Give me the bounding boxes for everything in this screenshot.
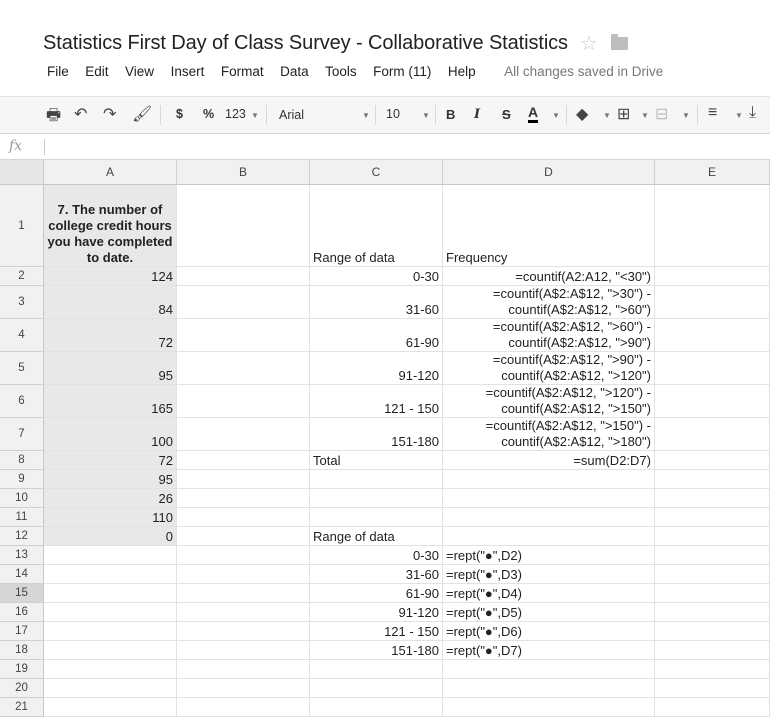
row-header[interactable]: 3 bbox=[0, 286, 44, 319]
cell-a7[interactable] bbox=[44, 418, 177, 451]
menu-view[interactable]: View bbox=[125, 64, 155, 79]
cell-e11[interactable] bbox=[655, 508, 770, 527]
cell-value: 95 bbox=[158, 472, 173, 487]
column-header-d[interactable]: D bbox=[443, 160, 655, 185]
cell-d14[interactable] bbox=[443, 565, 655, 584]
cell-a2[interactable] bbox=[44, 267, 177, 286]
cell-c1[interactable] bbox=[310, 185, 443, 267]
vertical-align-icon[interactable]: ⤓ bbox=[749, 104, 757, 121]
cell-b12[interactable] bbox=[177, 527, 310, 546]
column-header-b[interactable]: B bbox=[177, 160, 310, 185]
chevron-down-icon[interactable]: ▼ bbox=[603, 111, 611, 120]
cell-a9[interactable] bbox=[44, 470, 177, 489]
redo-icon[interactable]: ↷ bbox=[103, 106, 117, 123]
cell-value: 91-120 bbox=[398, 368, 439, 383]
cell-c17[interactable] bbox=[310, 622, 443, 641]
row-header[interactable]: 17 bbox=[0, 622, 44, 641]
cell-d10[interactable] bbox=[443, 489, 655, 508]
print-icon[interactable]: 🖶 bbox=[46, 107, 62, 124]
undo-icon[interactable]: ↶ bbox=[74, 106, 88, 123]
cell-a3[interactable] bbox=[44, 286, 177, 319]
cell-d20[interactable] bbox=[443, 679, 655, 698]
cell-line: =countif(A$2:A$12, ">90") - bbox=[492, 352, 651, 367]
cell-value: Range of data bbox=[313, 529, 395, 544]
row-header[interactable]: 10 bbox=[0, 489, 44, 508]
cell-c2[interactable] bbox=[310, 267, 443, 286]
row-header[interactable]: 6 bbox=[0, 385, 44, 418]
cell-c18[interactable] bbox=[310, 641, 443, 660]
cell-e9[interactable] bbox=[655, 470, 770, 489]
cell-c7[interactable] bbox=[310, 418, 443, 451]
cell-d21[interactable] bbox=[443, 698, 655, 717]
cell-value: 91-120 bbox=[398, 605, 439, 620]
cell-a4[interactable] bbox=[44, 319, 177, 352]
row-header[interactable]: 12 bbox=[0, 527, 44, 546]
cell-value: 72 bbox=[158, 335, 173, 350]
strikethrough-button[interactable]: S bbox=[502, 107, 511, 122]
cell-value: 151-180 bbox=[391, 643, 439, 658]
cell-b10[interactable] bbox=[177, 489, 310, 508]
column-header-c[interactable]: C bbox=[310, 160, 443, 185]
currency-format-button[interactable]: $ bbox=[176, 107, 183, 121]
cell-d2[interactable] bbox=[443, 267, 655, 286]
row-header[interactable]: 20 bbox=[0, 679, 44, 698]
chevron-down-icon[interactable]: ▼ bbox=[735, 111, 743, 120]
cell-c9[interactable] bbox=[310, 470, 443, 489]
menu-insert[interactable]: Insert bbox=[170, 64, 205, 79]
cell-value: 121 - 150 bbox=[384, 401, 439, 416]
chevron-down-icon[interactable]: ▼ bbox=[362, 111, 370, 120]
cell-value: 165 bbox=[151, 401, 173, 416]
cell-c21[interactable] bbox=[310, 698, 443, 717]
cell-d5[interactable] bbox=[443, 352, 655, 385]
row-header[interactable]: 5 bbox=[0, 352, 44, 385]
menu-data[interactable]: Data bbox=[280, 64, 309, 79]
row-header[interactable]: 14 bbox=[0, 565, 44, 584]
cell-b3[interactable] bbox=[177, 286, 310, 319]
cell-c15[interactable] bbox=[310, 584, 443, 603]
cell-value: =rept("●",D6) bbox=[446, 624, 522, 639]
cell-value: Range of data bbox=[313, 250, 395, 265]
cell-d4[interactable] bbox=[443, 319, 655, 352]
chevron-down-icon[interactable]: ▼ bbox=[641, 111, 649, 120]
cell-value: 26 bbox=[158, 491, 173, 506]
toolbar-divider bbox=[160, 105, 161, 125]
chevron-down-icon[interactable]: ▼ bbox=[682, 111, 690, 120]
cell-value: =rept("●",D4) bbox=[446, 586, 522, 601]
cell-line: countif(A$2:A$12, ">150") bbox=[501, 401, 651, 416]
column-header-a[interactable]: A bbox=[44, 160, 177, 185]
cell-value: =countif(A2:A12, "<30") bbox=[515, 269, 651, 284]
align-left-icon[interactable]: ≡ bbox=[708, 104, 718, 121]
cell-e4[interactable] bbox=[655, 319, 770, 352]
cell-line: =countif(A$2:A$12, ">150") - bbox=[485, 418, 651, 433]
cell-value: 61-90 bbox=[405, 586, 439, 601]
cell-b9[interactable] bbox=[177, 470, 310, 489]
cell-d18[interactable] bbox=[443, 641, 655, 660]
cell-d12[interactable] bbox=[443, 527, 655, 546]
empty-cells-e[interactable] bbox=[655, 546, 770, 717]
row-header[interactable]: 13 bbox=[0, 546, 44, 565]
menu-edit[interactable]: Edit bbox=[85, 64, 109, 79]
menu-help[interactable]: Help bbox=[447, 64, 476, 79]
cell-value: =rept("●",D5) bbox=[446, 605, 522, 620]
cell-value: 31-60 bbox=[405, 567, 439, 582]
cell-d3[interactable] bbox=[443, 286, 655, 319]
row-header-selected[interactable]: 15 bbox=[0, 584, 44, 603]
cell-b7[interactable] bbox=[177, 418, 310, 451]
cell-d11[interactable] bbox=[443, 508, 655, 527]
row-header[interactable]: 9 bbox=[0, 470, 44, 489]
cell-value: 151-180 bbox=[391, 434, 439, 449]
cell-line: countif(A$2:A$12, ">60") bbox=[508, 302, 651, 317]
cell-b4[interactable] bbox=[177, 319, 310, 352]
cell-a1[interactable]: 7. The number of college credit hours you have completed to date. bbox=[44, 185, 177, 267]
cell-d15[interactable] bbox=[443, 584, 655, 603]
star-icon[interactable]: ☆ bbox=[579, 32, 598, 55]
toolbar-divider bbox=[697, 105, 698, 125]
font-size-select[interactable]: 10 bbox=[386, 107, 400, 121]
cell-d1[interactable] bbox=[443, 185, 655, 267]
cell-a10[interactable] bbox=[44, 489, 177, 508]
cell-value: 124 bbox=[151, 269, 173, 284]
cell-c11[interactable] bbox=[310, 508, 443, 527]
menu-tools[interactable]: Tools bbox=[325, 64, 357, 79]
cell-value: Total bbox=[313, 453, 341, 468]
cell-b1[interactable] bbox=[177, 185, 310, 267]
chevron-down-icon[interactable]: ▼ bbox=[251, 111, 259, 120]
cell-value: 0-30 bbox=[412, 269, 439, 284]
cell-b5[interactable] bbox=[177, 352, 310, 385]
cell-value: 72 bbox=[158, 453, 173, 468]
toolbar-divider bbox=[375, 105, 376, 125]
cell-value: 0 bbox=[165, 529, 173, 544]
cell-value: 100 bbox=[151, 434, 173, 449]
cell-d13[interactable] bbox=[443, 546, 655, 565]
cell-c20[interactable] bbox=[310, 679, 443, 698]
formula-bar bbox=[0, 134, 770, 160]
cell-value: 31-60 bbox=[405, 302, 439, 317]
cell-c14[interactable] bbox=[310, 565, 443, 584]
cell-a8[interactable] bbox=[44, 451, 177, 470]
cell-c6[interactable] bbox=[310, 385, 443, 418]
cell-a12[interactable] bbox=[44, 527, 177, 546]
cell-d19[interactable] bbox=[443, 660, 655, 679]
chevron-down-icon[interactable]: ▼ bbox=[552, 111, 560, 120]
italic-button[interactable]: I bbox=[474, 107, 481, 122]
fill-color-icon[interactable]: ◆ bbox=[576, 106, 589, 123]
menu-file[interactable]: File bbox=[47, 64, 69, 79]
text-color-button[interactable]: A bbox=[528, 104, 538, 123]
menu-bar bbox=[47, 64, 680, 82]
row-header[interactable]: 16 bbox=[0, 603, 44, 622]
row-header[interactable]: 2 bbox=[0, 267, 44, 286]
row-header[interactable]: 8 bbox=[0, 451, 44, 470]
cell-b11[interactable] bbox=[177, 508, 310, 527]
fx-icon: fx bbox=[9, 138, 23, 154]
cell-c19[interactable] bbox=[310, 660, 443, 679]
formula-bar-divider bbox=[44, 139, 45, 155]
cell-c5[interactable] bbox=[310, 352, 443, 385]
cell-value: 110 bbox=[152, 510, 173, 525]
cell-value: 121 - 150 bbox=[384, 624, 439, 639]
cell-e3[interactable] bbox=[655, 286, 770, 319]
cell-line: =countif(A$2:A$12, ">60") - bbox=[492, 319, 651, 334]
cell-e5[interactable] bbox=[655, 352, 770, 385]
folder-icon[interactable] bbox=[611, 37, 628, 50]
cell-value: =rept("●",D3) bbox=[446, 567, 522, 582]
cell-a5[interactable] bbox=[44, 352, 177, 385]
cell-b6[interactable] bbox=[177, 385, 310, 418]
row-header[interactable]: 19 bbox=[0, 660, 44, 679]
cell-d17[interactable] bbox=[443, 622, 655, 641]
row-header[interactable]: 18 bbox=[0, 641, 44, 660]
cell-value: 61-90 bbox=[405, 335, 439, 350]
toolbar-divider bbox=[266, 105, 267, 125]
cell-e6[interactable] bbox=[655, 385, 770, 418]
cell-e8[interactable] bbox=[655, 451, 770, 470]
cell-c3[interactable] bbox=[310, 286, 443, 319]
cell-value: 95 bbox=[158, 368, 173, 383]
menu-form[interactable]: Form (11) bbox=[373, 64, 432, 79]
menu-format[interactable]: Format bbox=[220, 64, 264, 79]
save-status: All changes saved in Drive bbox=[504, 64, 664, 79]
borders-icon[interactable]: ⊞ bbox=[617, 106, 631, 123]
cell-b8[interactable] bbox=[177, 451, 310, 470]
cell-value: Frequency bbox=[446, 250, 508, 265]
cell-e1[interactable] bbox=[655, 185, 770, 267]
percent-format-button[interactable]: % bbox=[203, 107, 215, 121]
cell-e7[interactable] bbox=[655, 418, 770, 451]
row-header[interactable]: 1 bbox=[0, 185, 44, 267]
cell-line: =countif(A$2:A$12, ">120") - bbox=[485, 385, 651, 400]
row-header[interactable]: 21 bbox=[0, 698, 44, 717]
select-all-corner[interactable] bbox=[0, 160, 44, 185]
cell-line: countif(A$2:A$12, ">90") bbox=[508, 335, 651, 350]
cell-value: 0-30 bbox=[412, 548, 439, 563]
row-header[interactable]: 11 bbox=[0, 508, 44, 527]
cell-d16[interactable] bbox=[443, 603, 655, 622]
empty-cells-b[interactable] bbox=[177, 546, 310, 717]
sheet-grid bbox=[0, 160, 770, 713]
title-row bbox=[43, 28, 628, 58]
cell-e12[interactable] bbox=[655, 527, 770, 546]
cell-line: countif(A$2:A$12, ">180") bbox=[501, 434, 651, 449]
cell-value: =rept("●",D7) bbox=[446, 643, 522, 658]
column-header-e[interactable]: E bbox=[655, 160, 770, 185]
cell-line: =countif(A$2:A$12, ">30") - bbox=[492, 286, 651, 301]
paint-format-icon[interactable]: 🖌 bbox=[132, 106, 153, 123]
cell-d7[interactable] bbox=[443, 418, 655, 451]
cell-c12[interactable] bbox=[310, 527, 443, 546]
cell-e10[interactable] bbox=[655, 489, 770, 508]
cell-e2[interactable] bbox=[655, 267, 770, 286]
cell-c16[interactable] bbox=[310, 603, 443, 622]
cell-a6[interactable] bbox=[44, 385, 177, 418]
cell-c10[interactable] bbox=[310, 489, 443, 508]
cell-value: =sum(D2:D7) bbox=[573, 453, 651, 468]
font-family-select[interactable]: Arial bbox=[279, 108, 305, 122]
row-header[interactable]: 4 bbox=[0, 319, 44, 352]
cell-d6[interactable] bbox=[443, 385, 655, 418]
cell-line: countif(A$2:A$12, ">120") bbox=[501, 368, 651, 383]
bold-button[interactable]: B bbox=[446, 107, 456, 122]
toolbar-divider bbox=[435, 105, 436, 125]
number-format-button[interactable]: 123 bbox=[225, 107, 246, 121]
document-title[interactable]: Statistics First Day of Class Survey - Collaborative Statistics bbox=[43, 31, 568, 54]
cell-a11[interactable] bbox=[44, 508, 177, 527]
cell-value: 84 bbox=[158, 302, 173, 317]
empty-cells-a[interactable] bbox=[44, 546, 177, 717]
toolbar-divider bbox=[566, 105, 567, 125]
chevron-down-icon[interactable]: ▼ bbox=[422, 111, 430, 120]
cell-c13[interactable] bbox=[310, 546, 443, 565]
cell-value: =rept("●",D2) bbox=[446, 548, 522, 563]
cell-d9[interactable] bbox=[443, 470, 655, 489]
cell-d8[interactable] bbox=[443, 451, 655, 470]
cell-c4[interactable] bbox=[310, 319, 443, 352]
row-header[interactable]: 7 bbox=[0, 418, 44, 451]
merge-cells-icon[interactable]: ⊟ bbox=[655, 106, 669, 123]
cell-b2[interactable] bbox=[177, 267, 310, 286]
cell-c8[interactable] bbox=[310, 451, 443, 470]
toolbar bbox=[0, 96, 770, 134]
